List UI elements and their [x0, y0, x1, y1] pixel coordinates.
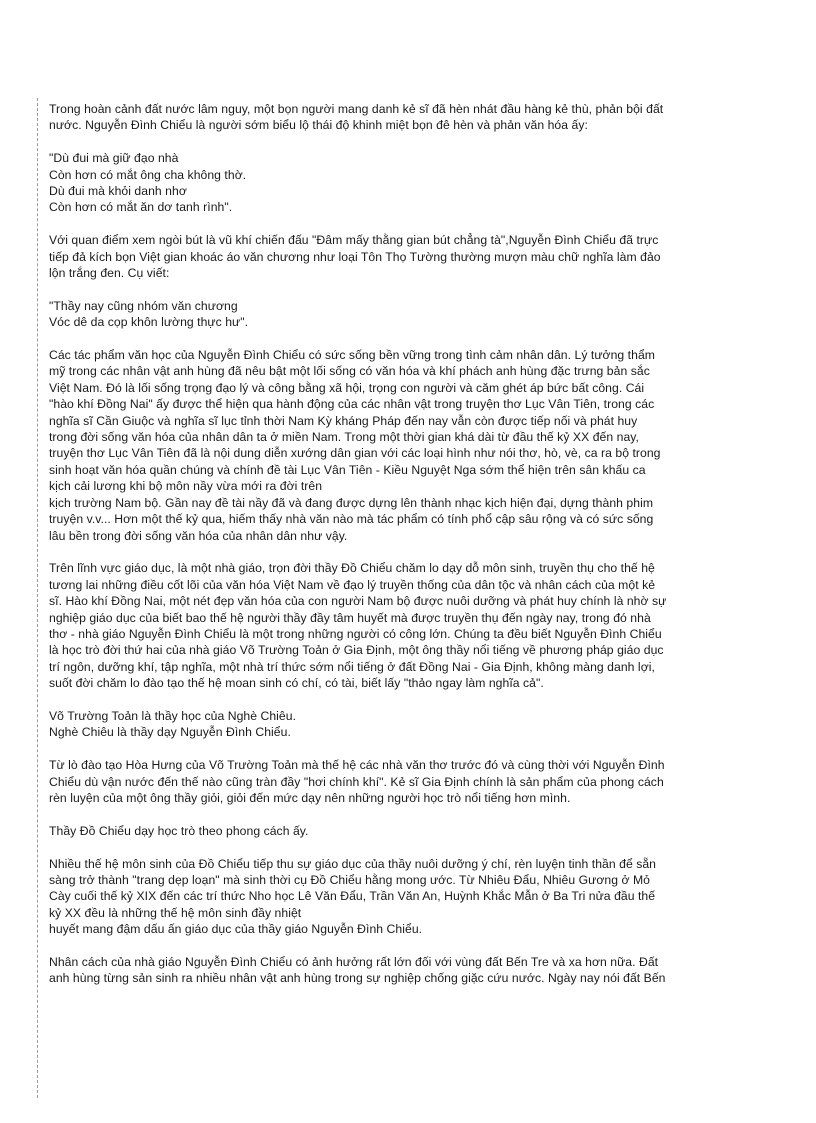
text-line: trí ngôn, dưỡng khí, tập nghĩa, một nhà trí thức sớm nổi tiếng ở đất Đồng Nai - Gia Định, không màng danh lợi,: [49, 659, 655, 674]
text-line: Nghè Chiêu là thầy dạy Nguyễn Đình Chiểu.: [49, 725, 291, 740]
text-line: "Thầy nay cũng nhóm văn chương: [49, 298, 238, 313]
text-line: Thầy Đồ Chiểu dạy học trò theo phong cách ấy.: [49, 823, 309, 838]
text-line: truyện v.v... Hơn một thế kỷ qua, hiếm thấy nhà văn nào mà tác phẩm có tính phổ cập sâu rộng và có sức sống: [49, 512, 654, 527]
text-line: Vóc dê da cọp khôn lường thực hư".: [49, 315, 249, 330]
left-margin-line: [37, 98, 38, 1098]
paragraph: [49, 560, 723, 691]
text-line: anh hùng từng sản sinh ra nhiều nhân vật anh hùng trong sự nghiệp chống giặc cứu nước. Ngày nay nói đất Bến: [49, 971, 666, 986]
paragraph: [49, 298, 723, 331]
text-line: nước. Nguyễn Đình Chiểu là người sớm biểu lộ thái độ khinh miệt bọn đê hèn và phản văn hóa ấy:: [49, 118, 588, 133]
text-line: mỹ trong các nhân vật anh hùng đã nêu bật một lối sống có văn hóa và khí phách anh hùng đặc trưng bản sắc: [49, 364, 650, 379]
text-line: Trên lĩnh vực giáo dục, là một nhà giáo, trọn đời thầy Đồ Chiểu chăm lo dạy dỗ môn sinh, truyền thụ cho thế hệ: [49, 561, 655, 576]
text-line: kịch cải lương khi bộ môn nầy vừa mới ra đời trên: [49, 479, 323, 494]
paragraph: [49, 101, 723, 134]
text-line: nghĩa sĩ Cần Giuộc và nghĩa sĩ lục tỉnh thời Nam Kỳ kháng Pháp đến nay vẫn còn được tiếp nối và phát huy: [49, 413, 638, 428]
text-line: nghiệp giáo dục của biết bao thế hệ người thầy đầy tâm huyết mà được truyền thụ đến ngày nay, trong đó nhà: [49, 610, 651, 625]
text-line: tiếp đả kích bọn Việt gian khoác áo văn chương như loại Tôn Thọ Tường thường mượn màu chữ nghĩa làm đảo: [49, 249, 661, 264]
document-body: [49, 101, 723, 1003]
text-line: Các tác phẩm văn học của Nguyễn Đình Chiểu có sức sống bền vững trong tình cảm nhân dân. Lý tưởng thẩm: [49, 348, 655, 363]
text-line: "hào khí Đồng Nai" ấy được thể hiện qua hành động của các nhân vật trong truyện thơ Lục Vân Tiên, trong các: [49, 397, 655, 412]
text-line: Chiểu dù vận nước đến thế nào cũng tràn đầy "hơi chính khí". Kẻ sĩ Gia Định chính là sản phẩm của phong cách: [49, 774, 664, 789]
text-line: Võ Trường Toản là thầy học của Nghè Chiêu.: [49, 708, 297, 723]
text-line: sĩ. Hào khí Đồng Nai, một nét đẹp văn hóa của con người Nam bộ được nuôi dưỡng và phát huy chính là nhờ sự: [49, 594, 667, 609]
text-line: Nhân cách của nhà giáo Nguyễn Đình Chiểu có ảnh hưởng rất lớn đối với vùng đất Bến Tre và xa hơn nữa. Đất: [49, 954, 659, 969]
text-line: sinh hoạt văn hóa quần chúng và chính đề tài Lục Vân Tiên - Kiều Nguyệt Nga sớm thể hiện trên sân khấu ca: [49, 462, 646, 477]
paragraph: [49, 823, 723, 839]
paragraph: [49, 757, 723, 806]
text-line: Còn hơn có mắt ông cha không thờ.: [49, 167, 247, 182]
paragraph: [49, 954, 723, 987]
paragraph: [49, 856, 723, 938]
text-line: Việt Nam. Đó là lối sống trọng đạo lý và công bằng xã hội, trọng con người và căm ghét áp bức bất công. Cái: [49, 380, 645, 395]
text-line: là học trò đời thứ hai của nhà giáo Võ Trường Toản ở Gia Định, một ông thầy nổi tiếng về phương pháp giáo dục: [49, 643, 664, 658]
text-line: Từ lò đào tạo Hòa Hưng của Võ Trường Toản mà thế hệ các nhà văn thơ trước đó và cùng thời với Nguyễn Đình: [49, 758, 665, 773]
text-line: Còn hơn có mắt ăn dơ tanh rình".: [49, 200, 233, 215]
text-line: Dù đui mà khỏi danh nhơ: [49, 184, 187, 199]
text-line: kịch trường Nam bộ. Gần nay đề tài nầy đã và đang được dựng lên thành nhạc kịch hiện đại, dựng thành phim: [49, 495, 654, 510]
text-line: lâu bền trong đời sống văn hóa của nhân dân như vậy.: [49, 528, 348, 543]
text-line: huyết mang đậm dấu ấn giáo dục của thầy giáo Nguyễn Đình Chiểu.: [49, 922, 423, 937]
paragraph: [49, 708, 723, 741]
text-line: Với quan điểm xem ngòi bút là vũ khí chiến đấu "Đâm mấy thằng gian bút chẳng tà",Nguyễn Đình Chiểu đã trực: [49, 233, 659, 248]
text-line: kỷ XX đều là những thế hệ môn sinh đầy nhiệt: [49, 905, 302, 920]
paragraph: [49, 150, 723, 216]
text-line: suốt đời chăm lo đào tạo thế hệ moan sinh có chí, có tài, biết lấy "thảo ngay làm nghĩa cả".: [49, 676, 544, 691]
text-line: Cày cuối thế kỷ XIX đến các trí thức Nho học Lê Văn Đẩu, Trần Văn An, Huỳnh Khắc Mẫn ở Ba Tri nửa đầu thế: [49, 889, 656, 904]
text-line: Trong hoàn cảnh đất nước lâm nguy, một bọn người mang danh kẻ sĩ đã hèn nhát đầu hàng kẻ thù, phản bội đất: [49, 102, 664, 116]
paragraph: [49, 232, 723, 281]
text-line: lộn trắng đen. Cụ viết:: [49, 266, 170, 281]
text-line: tương lai những điều cốt lõi của văn hóa Việt Nam về đạo lý truyền thống của dân tộc và nhân cách của một kẻ: [49, 577, 656, 592]
text-line: truyện thơ Lục Vân Tiên đã là nội dung diễn xướng dân gian với các loại hình như nói thơ, hò, vè, ca ra bộ trong: [49, 446, 661, 461]
text-line: sàng trở thành "trang dẹp loạn" mà sinh thời cụ Đồ Chiểu hằng mong ước. Từ Nhiêu Đẩu, Nhiêu Gương ở Mỏ: [49, 872, 650, 887]
text-line: thơ - nhà giáo Nguyễn Đình Chiểu là một trong những người có công lớn. Chúng ta đều biết Nguyễn Đình Chiểu: [49, 626, 662, 641]
text-line: "Dù đui mà giữ đạo nhà: [49, 151, 179, 166]
text-line: rèn luyện của một ông thầy giỏi, giỏi đến mức dạy nên những người học trò nổi tiếng hơn mình.: [49, 790, 571, 805]
text-line: trong đời sống văn hóa của nhân dân ta ở miền Nam. Trong một thời gian khá dài từ đầu thế kỷ XX đến nay,: [49, 430, 639, 445]
text-line: Nhiều thế hệ môn sinh của Đồ Chiểu tiếp thu sự giáo dục của thầy nuôi dưỡng ý chí, rèn luyện tinh thần để sẵn: [49, 856, 657, 871]
paragraph: [49, 347, 723, 544]
